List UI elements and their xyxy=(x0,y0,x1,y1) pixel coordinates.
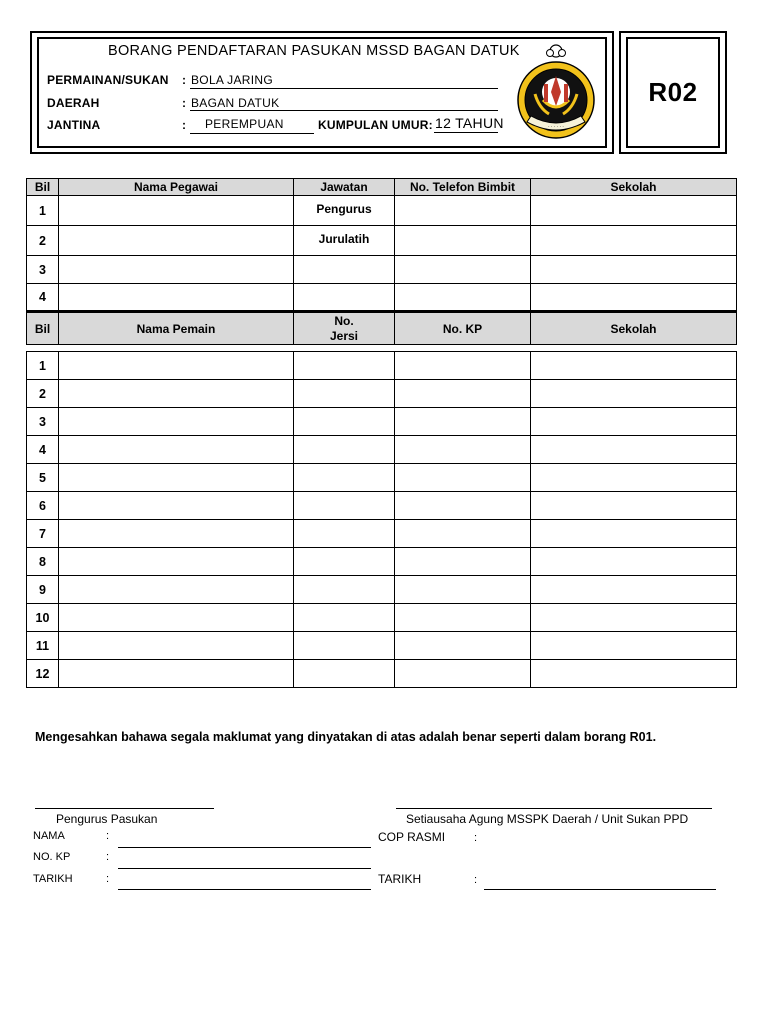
row-number: 9 xyxy=(27,576,59,604)
player-jersey-cell[interactable] xyxy=(294,352,395,380)
colon: : xyxy=(474,874,478,886)
player-school-cell[interactable] xyxy=(531,548,737,576)
player-row xyxy=(27,492,737,520)
district-underline xyxy=(190,110,498,111)
colon: : xyxy=(106,873,110,885)
left-signature-line[interactable] xyxy=(35,808,214,809)
player-school-cell[interactable] xyxy=(531,436,737,464)
row-number: 10 xyxy=(27,604,59,632)
player-ic-cell[interactable] xyxy=(395,660,531,688)
officials-header-row xyxy=(27,179,737,196)
players-table-body xyxy=(27,352,737,688)
players-header-row xyxy=(27,312,737,345)
player-school-cell[interactable] xyxy=(531,464,737,492)
player-school-cell[interactable] xyxy=(531,520,737,548)
player-jersey-cell[interactable] xyxy=(294,520,395,548)
player-name-cell[interactable] xyxy=(59,632,294,660)
player-jersey-cell[interactable] xyxy=(294,660,395,688)
registration-table xyxy=(26,178,737,345)
row-number: 3 xyxy=(27,408,59,436)
player-name-cell[interactable] xyxy=(59,576,294,604)
left-signature-title: Pengurus Pasukan xyxy=(56,812,158,826)
svg-text:· · · · · ·: · · · · · · xyxy=(548,125,564,130)
player-school-cell[interactable] xyxy=(531,408,737,436)
sport-value: BOLA JARING xyxy=(191,73,273,87)
player-jersey-cell[interactable] xyxy=(294,464,395,492)
official-phone-cell[interactable] xyxy=(395,226,531,256)
player-school-cell[interactable] xyxy=(531,352,737,380)
player-jersey-cell[interactable] xyxy=(294,436,395,464)
right-date-label: TARIKH xyxy=(378,872,422,886)
col-header-no: Bil xyxy=(27,179,59,196)
player-jersey-cell[interactable] xyxy=(294,408,395,436)
player-name-cell[interactable] xyxy=(59,520,294,548)
sport-underline xyxy=(190,88,498,89)
official-phone-cell[interactable] xyxy=(395,256,531,284)
col-header-position: Jawatan xyxy=(294,179,395,196)
official-school-cell[interactable] xyxy=(531,196,737,226)
player-jersey-cell[interactable] xyxy=(294,632,395,660)
official-name-cell[interactable] xyxy=(59,226,294,256)
district-label: DAERAH xyxy=(47,96,100,110)
official-school-cell[interactable] xyxy=(531,226,737,256)
player-ic-cell[interactable] xyxy=(395,604,531,632)
player-row xyxy=(27,604,737,632)
player-jersey-cell[interactable] xyxy=(294,548,395,576)
form-code-frame xyxy=(619,31,727,154)
player-row xyxy=(27,352,737,380)
row-number: 6 xyxy=(27,492,59,520)
player-ic-cell[interactable] xyxy=(395,380,531,408)
age-group-label: KUMPULAN UMUR: xyxy=(318,118,433,132)
right-signature-line[interactable] xyxy=(396,808,712,809)
player-ic-cell[interactable] xyxy=(395,520,531,548)
player-name-cell[interactable] xyxy=(59,408,294,436)
row-number: 1 xyxy=(27,196,59,226)
player-row xyxy=(27,660,737,688)
col-header-official-name: Nama Pegawai xyxy=(59,179,294,196)
name-field-line[interactable] xyxy=(118,847,371,848)
players-table xyxy=(26,351,737,688)
stamp-label: COP RASMI xyxy=(378,830,446,844)
player-school-cell[interactable] xyxy=(531,632,737,660)
official-school-cell[interactable] xyxy=(531,256,737,284)
col-header-phone: No. Telefon Bimbit xyxy=(395,179,531,196)
district-value: BAGAN DATUK xyxy=(191,96,280,110)
player-ic-cell[interactable] xyxy=(395,632,531,660)
col-header-player-name: Nama Pemain xyxy=(59,312,294,345)
date-label: TARIKH xyxy=(33,873,73,885)
player-ic-cell[interactable] xyxy=(395,408,531,436)
col-header-jersey-no xyxy=(294,312,395,345)
form-code-inner xyxy=(626,37,720,148)
form-code: R02 xyxy=(648,77,698,107)
player-row xyxy=(27,576,737,604)
ic-field-line[interactable] xyxy=(118,868,371,869)
player-row xyxy=(27,632,737,660)
colon: : xyxy=(182,118,186,132)
player-row xyxy=(27,436,737,464)
official-row xyxy=(27,196,737,226)
player-jersey-cell[interactable] xyxy=(294,380,395,408)
name-label: NAMA xyxy=(33,830,65,842)
jersey-header-line1: No. xyxy=(334,313,354,328)
player-name-cell[interactable] xyxy=(59,548,294,576)
col-header-school: Sekolah xyxy=(531,179,737,196)
player-name-cell[interactable] xyxy=(59,604,294,632)
col-header-ic-no: No. KP xyxy=(395,312,531,345)
row-number: 7 xyxy=(27,520,59,548)
official-row xyxy=(27,226,737,256)
player-row xyxy=(27,380,737,408)
gender-value: PEREMPUAN xyxy=(205,117,284,131)
player-name-cell[interactable] xyxy=(59,352,294,380)
right-date-field-line[interactable] xyxy=(484,889,716,890)
official-role-cell[interactable] xyxy=(294,284,395,312)
official-school-cell[interactable] xyxy=(531,284,737,312)
player-row xyxy=(27,408,737,436)
colon: : xyxy=(106,830,110,842)
row-number: 4 xyxy=(27,436,59,464)
player-name-cell[interactable] xyxy=(59,492,294,520)
row-number: 12 xyxy=(27,660,59,688)
gender-label: JANTINA xyxy=(47,118,101,132)
right-signature-title: Setiausaha Agung MSSPK Daerah / Unit Sukan PPD xyxy=(406,812,689,826)
colon: : xyxy=(474,832,478,844)
colon: : xyxy=(182,96,186,110)
player-row xyxy=(27,548,737,576)
declaration-text: Mengesahkan bahawa segala maklumat yang dinyatakan di atas adalah benar seperti dalam borang R01. xyxy=(35,730,657,744)
row-number: 1 xyxy=(27,352,59,380)
age-group-underline xyxy=(434,132,498,133)
player-jersey-cell[interactable] xyxy=(294,576,395,604)
colon: : xyxy=(182,73,186,87)
official-name-cell[interactable] xyxy=(59,196,294,226)
player-row xyxy=(27,520,737,548)
player-school-cell[interactable] xyxy=(531,380,737,408)
jersey-header-line2: Jersi xyxy=(329,328,359,343)
player-ic-cell[interactable] xyxy=(395,436,531,464)
player-ic-cell[interactable] xyxy=(395,464,531,492)
player-school-cell[interactable] xyxy=(531,604,737,632)
form-title: BORANG PENDAFTARAN PASUKAN MSSD BAGAN DATUK xyxy=(108,43,520,59)
row-number: 4 xyxy=(27,284,59,312)
official-row xyxy=(27,256,737,284)
state-crest-logo xyxy=(515,42,597,142)
row-number: 2 xyxy=(27,226,59,256)
age-group-value: 12 TAHUN xyxy=(435,115,504,131)
col-header-no: Bil xyxy=(27,312,59,345)
player-ic-cell[interactable] xyxy=(395,352,531,380)
official-phone-cell[interactable] xyxy=(395,284,531,312)
player-school-cell[interactable] xyxy=(531,576,737,604)
gender-underline xyxy=(190,133,314,134)
official-name-cell[interactable] xyxy=(59,284,294,312)
official-role-cell: Jurulatih xyxy=(294,226,395,256)
row-number: 5 xyxy=(27,464,59,492)
colon: : xyxy=(106,851,110,863)
sport-label: PERMAINAN/SUKAN xyxy=(47,73,169,87)
official-role-cell[interactable] xyxy=(294,256,395,284)
player-ic-cell[interactable] xyxy=(395,492,531,520)
row-number: 2 xyxy=(27,380,59,408)
player-row xyxy=(27,464,737,492)
date-field-line[interactable] xyxy=(118,889,371,890)
player-school-cell[interactable] xyxy=(531,660,737,688)
official-row xyxy=(27,284,737,312)
player-ic-cell[interactable] xyxy=(395,548,531,576)
official-name-cell[interactable] xyxy=(59,256,294,284)
player-name-cell[interactable] xyxy=(59,464,294,492)
official-role-cell: Pengurus xyxy=(294,196,395,226)
player-name-cell[interactable] xyxy=(59,380,294,408)
col-header-school: Sekolah xyxy=(531,312,737,345)
official-phone-cell[interactable] xyxy=(395,196,531,226)
player-name-cell[interactable] xyxy=(59,436,294,464)
player-jersey-cell[interactable] xyxy=(294,492,395,520)
ic-label: NO. KP xyxy=(33,851,71,863)
player-name-cell[interactable] xyxy=(59,660,294,688)
row-number: 11 xyxy=(27,632,59,660)
player-school-cell[interactable] xyxy=(531,492,737,520)
player-ic-cell[interactable] xyxy=(395,576,531,604)
row-number: 3 xyxy=(27,256,59,284)
row-number: 8 xyxy=(27,548,59,576)
player-jersey-cell[interactable] xyxy=(294,604,395,632)
